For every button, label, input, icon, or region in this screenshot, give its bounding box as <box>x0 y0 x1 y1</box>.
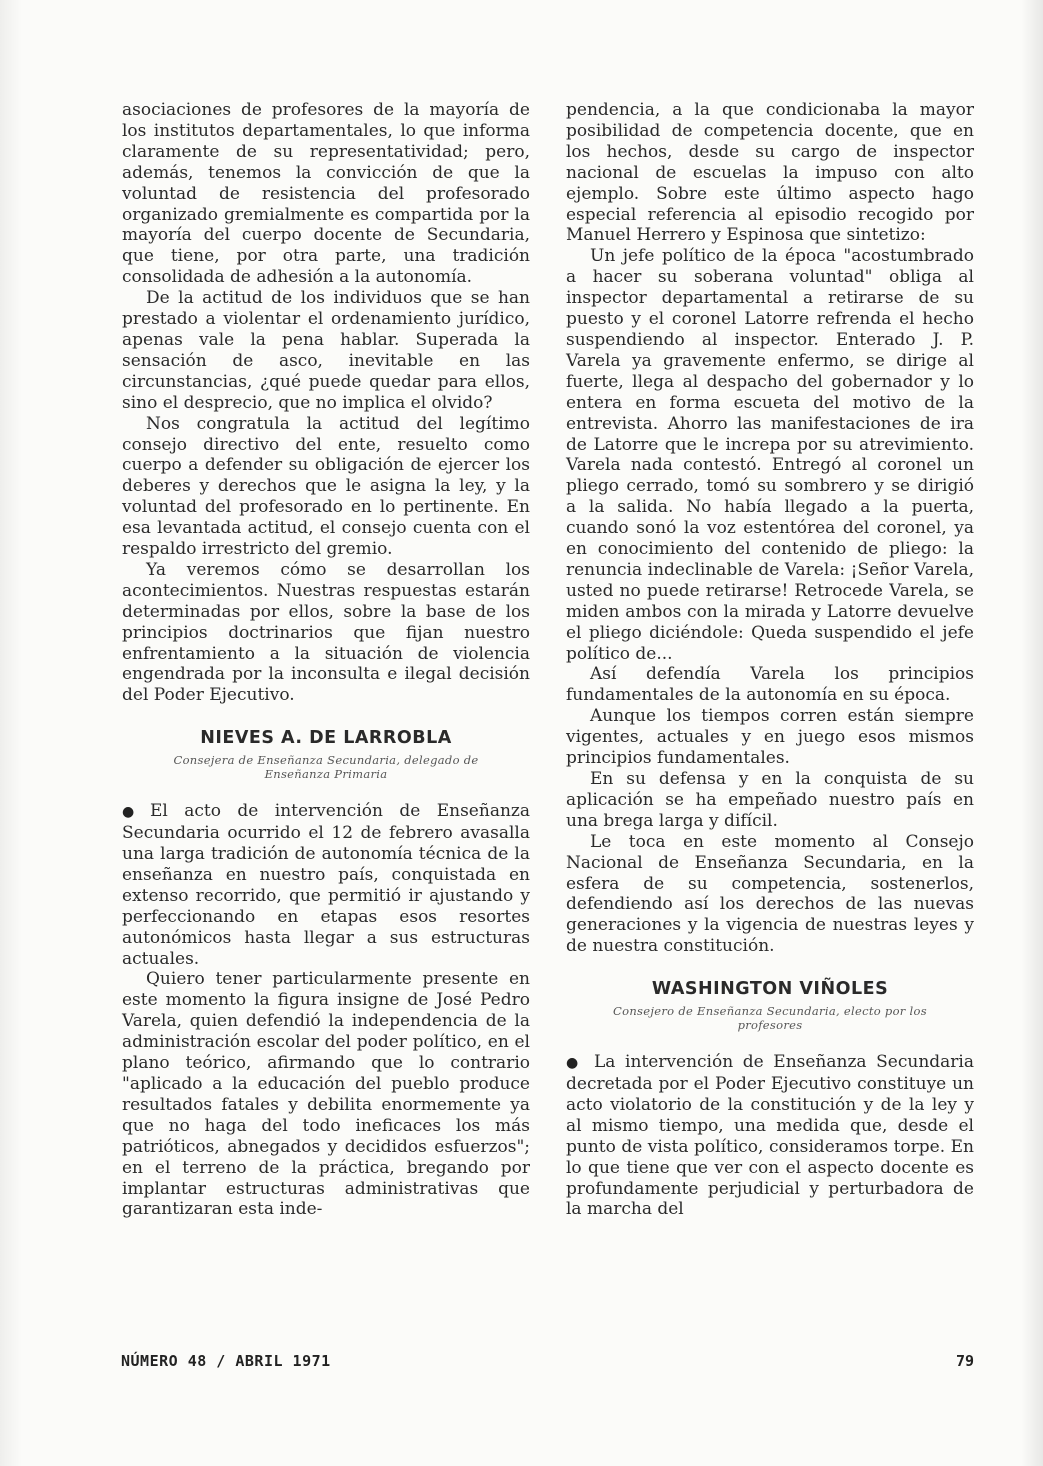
paragraph-with-bullet <box>566 1052 974 1220</box>
author-name: WASHINGTON VIÑOLES <box>651 979 889 1000</box>
paragraph: asociaciones de profesores de la mayoría de los institutos departamentales, lo que informa claramente de su representatividad; pero, además, tenemos la convicción de que la voluntad de resistencia del profesorado organizado gremialmente es compartida por la mayoría del cuerpo docente de Secundaria, que tiene, por otra parte, una tradición consolidada de adhesión a la autonomía. <box>122 100 530 288</box>
page-edge-shadow-left <box>0 0 22 1466</box>
page-edge-shadow-right <box>1021 0 1043 1466</box>
author-role: Consejero de Enseñanza Secundaria, electo por los profesores <box>613 1004 927 1033</box>
author-role: Consejera de Enseñanza Secundaria, delegado de Enseñanza Primaria <box>173 753 479 782</box>
paragraph: Nos congratula la actitud del legítimo consejo directivo del ente, resuelto como cuerpo a defender su obligación de ejercer los deberes y derechos que le asigna la ley, y la voluntad del profesorado en lo pertinente. En esa levantada actitud, el consejo cuenta con el respaldo irrestricto del gremio. <box>122 413 530 560</box>
bullet-dot-icon: ● <box>122 804 135 821</box>
issue-footer: NÚMERO 48 / ABRIL 1971 <box>121 1352 331 1370</box>
paragraph: Aunque los tiempos corren están siempre vigentes, actuales y en juego esos mismos principios fundamentales. <box>566 706 974 769</box>
paragraph-with-bullet <box>122 801 530 969</box>
paragraph-text: La intervención de Enseñanza Secundaria decretada por el Poder Ejecutivo constituye un acto violatorio de la constitución y de la ley y al mismo tiempo, una medida que, desde el punto de vista político, consideramos torpe. En lo que tiene que ver con el aspecto docente es profundamente perjudicial y perturbadora de la marcha del <box>566 1052 974 1220</box>
paragraph: En su defensa y en la conquista de su aplicación se ha empeñado nuestro país en una brega larga y difícil. <box>566 769 974 831</box>
paragraph-text: El acto de intervención de Enseñanza Secundaria ocurrido el 12 de febrero avasalla una larga tradición de autonomía técnica de la enseñanza en nuestro país, conquistada en extenso recorrido, que permitió ir ajustando y perfeccionando en etapas esos resortes autonómicos hasta llegar a sus estructuras actuales. <box>122 801 530 969</box>
paragraph: De la actitud de los individuos que se han prestado a violentar el ordenamiento jurídico, apenas vale la pena hablar. Superada la sensación de asco, inevitable en las circunstancias, ¿qué puede quedar para ellos, sino el desprecio, que no implica el olvido? <box>122 288 530 413</box>
paragraph: Le toca en este momento al Consejo Nacional de Enseñanza Secundaria, en la esfera de su competencia, sostenerlos, defendiendo así los derechos de las nuevas generaciones y la vigencia de nuestras leyes y de nuestra constitución. <box>566 831 974 957</box>
paragraph: pendencia, a la que condicionaba la mayor posibilidad de competencia docente, que en los hechos, desde su cargo de inspector nacional de escuelas la impuso con alto ejemplo. Sobre este último aspecto hago especial referencia al episodio recogido por Manuel Herrero y Espinosa que sintetizo: <box>566 100 974 246</box>
paragraph: Así defendía Varela los principios fundamentales de la autonomía en su época. <box>566 664 974 706</box>
author-name: NIEVES A. DE LARROBLA <box>200 728 452 749</box>
left-column <box>122 100 530 1220</box>
paragraph: Un jefe político de la época "acostumbrado a hacer su soberana voluntad" obliga al inspector departamental a retirarse de su puesto y el coronel Latorre refrenda el hecho suspendiendo al inspector. Enterado J. P. Varela ya gravemente enfermo, se dirige al fuerte, llega al despacho del gobernador y lo entera en forma escueta del motivo de la entrevista. Ahorro las manifestaciones de ira de Latorre que le increpa por su atrevimiento. Varela nada contestó. Entregó al coronel un pliego cerrado, tomó su sombrero y se dirigió a la salida. No había llegado a la puerta, cuando sonó la voz estentórea del coronel, ya en conocimiento del contenido de pliego: la renuncia indeclinable de Varela: ¡Señor Varela, usted no puede retirarse! Retrocede Varela, se miden ambos con la mirada y Latorre devuelve el pliego diciéndole: Queda suspendido el jefe político de... <box>566 246 974 664</box>
right-column <box>566 100 974 1220</box>
paragraph: Ya veremos cómo se desarrollan los acontecimientos. Nuestras respuestas estarán determinadas por ellos, sobre la base de los principios doctrinarios que fijan nuestro enfrentamiento a la situación de violencia engendrada por la inconsulta e ilegal decisión del Poder Ejecutivo. <box>122 559 530 706</box>
paragraph: Quiero tener particularmente presente en este momento la figura insigne de José Pedro Varela, quien defendió la independencia de la administración escolar del poder político, en el plano teórico, afirmando que lo contrario "aplicado a la educación del pueblo produce resultados fatales y debilita enormemente ya que no haga del todo ineficaces los más patrióticos, abnegados y decididos esfuerzos"; en el terreno de la práctica, bregando por implantar estructuras administrativas que garantizaran esta inde- <box>122 969 530 1220</box>
page-number: 79 <box>956 1352 975 1370</box>
bullet-dot-icon: ● <box>566 1055 579 1072</box>
